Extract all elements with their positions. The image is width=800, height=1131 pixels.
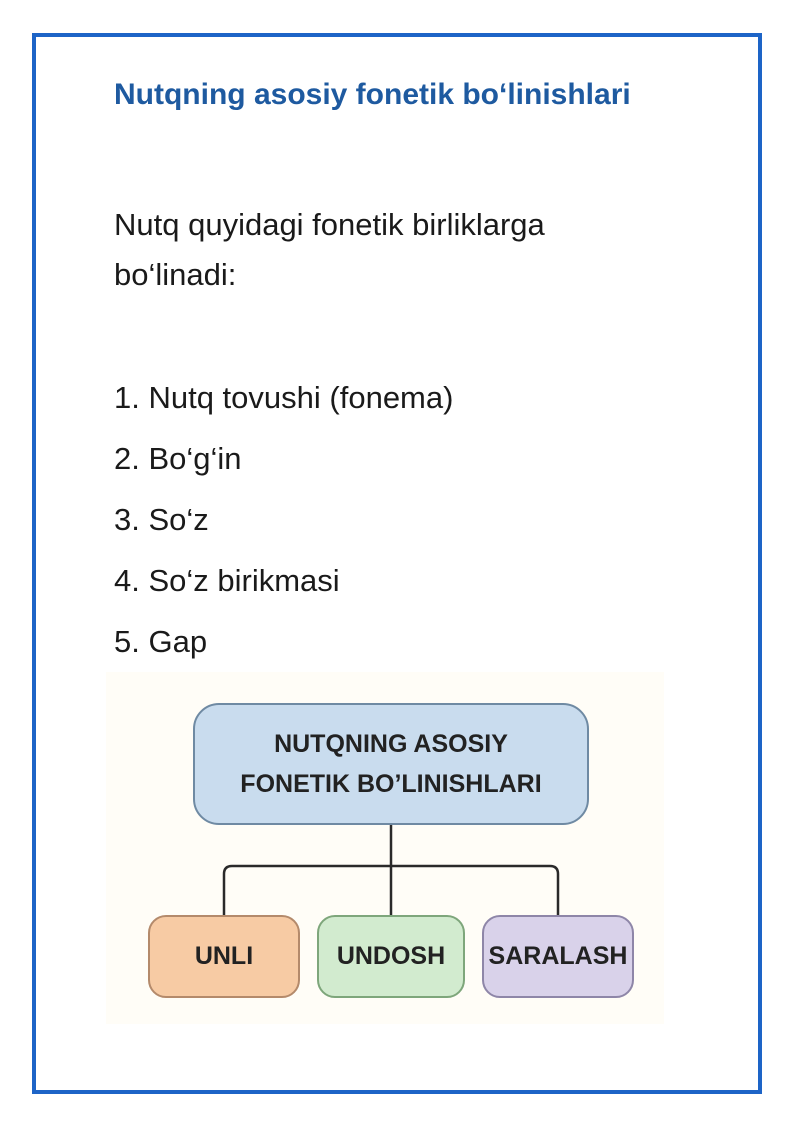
list-item: 2. Bo‘g‘in — [114, 441, 242, 476]
node-saralash-label: SARALASH — [488, 942, 628, 970]
list-item: 3. So‘z — [114, 502, 209, 537]
tree-diagram — [106, 672, 664, 1024]
node-unli — [148, 915, 300, 998]
root-label-line-2: FONETIK BO’LINISHLARI — [240, 770, 542, 798]
node-unli-label: UNLI — [194, 942, 254, 970]
list-item: 4. So‘z birikmasi — [114, 563, 340, 598]
list-item: 5. Gap — [114, 624, 208, 659]
units-list — [114, 367, 453, 672]
root-node — [193, 703, 589, 825]
list-item: 1. Nutq tovushi (fonema) — [114, 380, 454, 415]
node-undosh — [317, 915, 465, 998]
intro-text: Nutq quyidagi fonetik birliklarga bo‘linadi: — [114, 207, 545, 292]
root-label-line-1: NUTQNING ASOSIY — [274, 730, 508, 758]
page-title: Nutqning asosiy fonetik bo‘linishlari — [114, 78, 631, 111]
node-saralash — [482, 915, 634, 998]
node-undosh-label: UNDOSH — [336, 942, 446, 970]
